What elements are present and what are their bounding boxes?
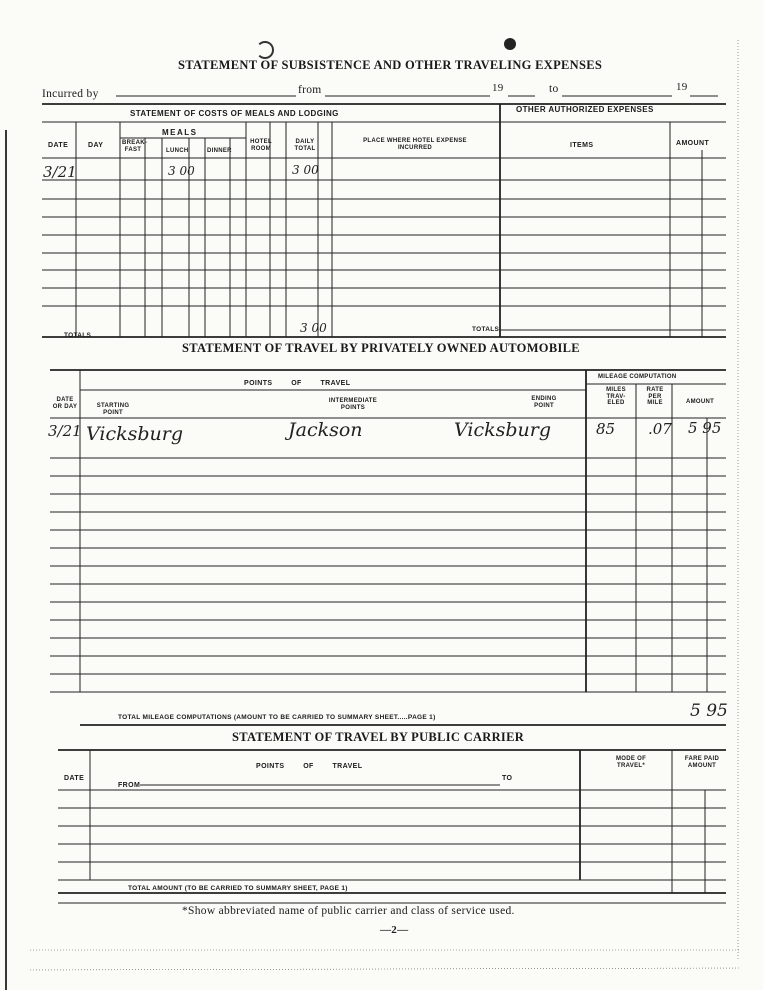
meal-entry-lunch: 3 00 bbox=[168, 164, 195, 178]
auto-entry-ending: Vicksburg bbox=[454, 419, 552, 441]
auto-col-rate: RATE PER MILE bbox=[646, 387, 664, 406]
punch-hole-left bbox=[256, 41, 274, 59]
meal-entry-daily-total: 3 00 bbox=[292, 163, 319, 177]
totals-label-other: TOTALS bbox=[472, 326, 500, 333]
other-expenses-title: OTHER AUTHORIZED EXPENSES bbox=[516, 105, 654, 114]
auto-entry-date: 3/21 bbox=[48, 422, 82, 440]
carrier-section-title: STATEMENT OF TRAVEL BY PUBLIC CARRIER bbox=[232, 730, 525, 744]
auto-entry-miles: 85 bbox=[596, 420, 616, 438]
col-daily-total: DAILY TOTAL bbox=[294, 139, 316, 152]
col-day: DAY bbox=[88, 142, 104, 149]
carrier-col-fare: FARE PAID AMOUNT bbox=[684, 756, 720, 769]
col-dinner: DINNER bbox=[207, 148, 232, 154]
meals-group-header: MEALS bbox=[162, 128, 198, 137]
carrier-col-mode: MODE OF TRAVEL* bbox=[615, 756, 647, 769]
auto-entry-start: Vicksburg bbox=[86, 423, 184, 445]
auto-col-amount: AMOUNT bbox=[686, 399, 715, 405]
auto-entry-amount: 5 95 bbox=[688, 419, 722, 437]
auto-mileage-group: MILEAGE COMPUTATION bbox=[598, 374, 677, 380]
incurred-by-label: Incurred by bbox=[42, 88, 99, 100]
col-lunch: LUNCH bbox=[166, 148, 189, 154]
to-label: to bbox=[549, 83, 559, 95]
auto-entry-intermediate: Jackson bbox=[288, 419, 363, 441]
auto-col-miles: MILES TRAV- ELED bbox=[606, 387, 626, 406]
carrier-col-date: DATE bbox=[64, 775, 85, 782]
auto-total-label: TOTAL MILEAGE COMPUTATIONS (AMOUNT TO BE CARRIED TO SUMMARY SHEET.....PAGE 1) bbox=[118, 714, 436, 721]
form-title: STATEMENT OF SUBSISTENCE AND OTHER TRAVELING EXPENSES bbox=[178, 58, 603, 72]
year-label-2: 19 bbox=[676, 81, 688, 93]
punch-hole-right bbox=[504, 38, 516, 50]
col-amount-other: AMOUNT bbox=[676, 140, 710, 147]
footer-note: *Show abbreviated name of public carrier and class of service used. bbox=[182, 905, 515, 917]
meal-entry-date: 3/21 bbox=[43, 163, 77, 181]
auto-entry-rate: .07 bbox=[648, 420, 672, 438]
carrier-to-label: TO bbox=[502, 775, 513, 782]
auto-section-title: STATEMENT OF TRAVEL BY PRIVATELY OWNED AUTOMOBILE bbox=[182, 341, 580, 355]
col-date: DATE bbox=[48, 142, 69, 149]
carrier-from-label: FROM bbox=[118, 782, 141, 789]
auto-total-value: 5 95 bbox=[690, 701, 728, 721]
from-label: from bbox=[298, 84, 322, 96]
auto-col-date: DATE OR DAY bbox=[52, 397, 78, 410]
page-number: —2— bbox=[380, 924, 409, 936]
year-label-1: 19 bbox=[492, 82, 504, 94]
col-place: PLACE WHERE HOTEL EXPENSE INCURRED bbox=[363, 138, 467, 151]
meals-lodging-title: STATEMENT OF COSTS OF MEALS AND LODGING bbox=[130, 109, 339, 118]
carrier-points-header: POINTS OF TRAVEL bbox=[256, 763, 363, 770]
auto-col-start: STARTING POINT bbox=[96, 403, 130, 416]
carrier-total-label: TOTAL AMOUNT (TO BE CARRIED TO SUMMARY SHEET, PAGE 1) bbox=[128, 885, 348, 892]
totals-label: TOTALS bbox=[64, 332, 92, 339]
auto-points-header: POINTS OF TRAVEL bbox=[244, 380, 351, 387]
meal-total-daily: 3 00 bbox=[300, 321, 327, 335]
col-hotel-room: HOTEL ROOM bbox=[250, 139, 272, 152]
auto-col-ending: ENDING POINT bbox=[531, 396, 557, 409]
auto-col-intermediate: INTERMEDIATE POINTS bbox=[328, 398, 378, 411]
col-breakfast: BREAK- FAST bbox=[122, 140, 148, 153]
col-items: ITEMS bbox=[570, 142, 594, 149]
